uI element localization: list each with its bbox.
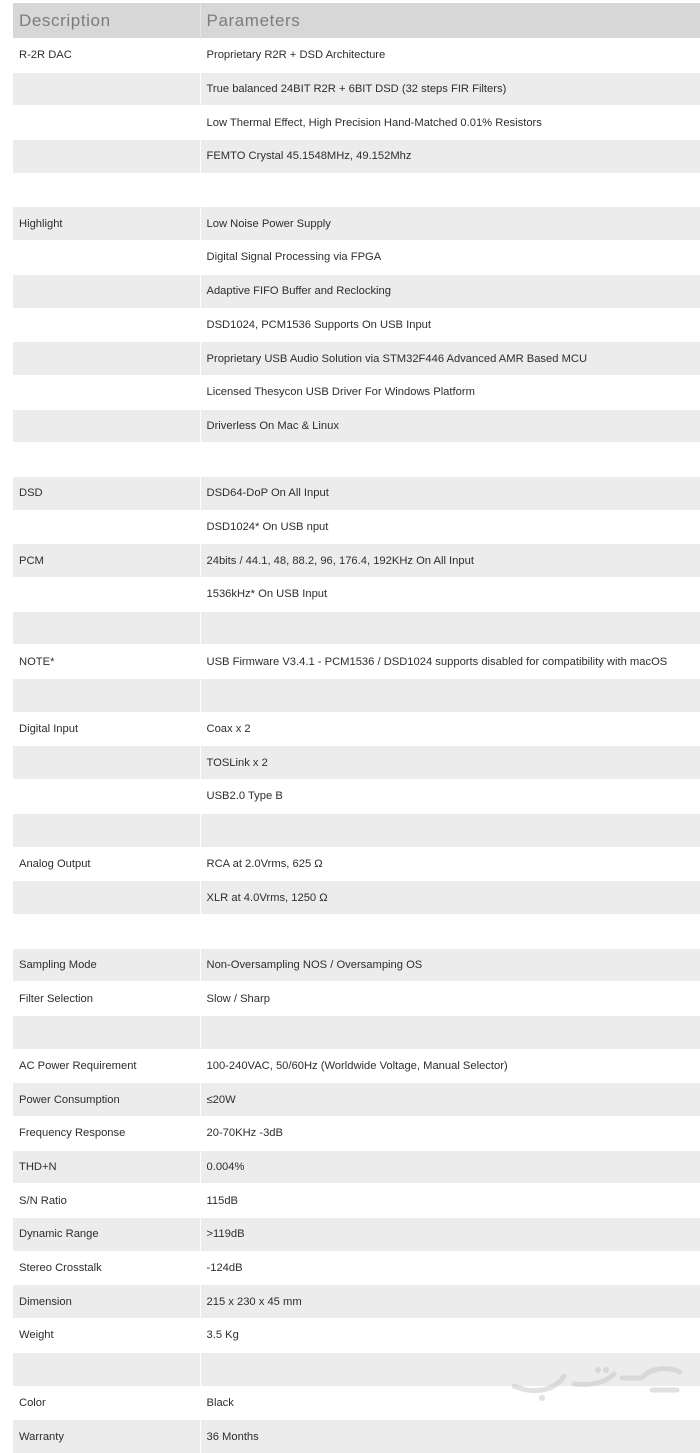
table-row xyxy=(13,510,700,544)
row-description xyxy=(13,510,200,544)
row-description xyxy=(13,409,200,443)
table-row xyxy=(13,409,700,443)
row-parameter: USB Firmware V3.4.1 - PCM1536 / DSD1024 supports disabled for compatibility with macOS xyxy=(200,645,700,679)
row-parameter: Driverless On Mac & Linux xyxy=(200,409,700,443)
row-description xyxy=(13,308,200,342)
row-description: Dimension xyxy=(13,1285,200,1319)
row-parameter: 215 x 230 x 45 mm xyxy=(200,1285,700,1319)
row-parameter: XLR at 4.0Vrms, 1250 Ω xyxy=(200,881,700,915)
row-parameter: Proprietary USB Audio Solution via STM32F446 Advanced AMR Based MCU xyxy=(200,342,700,376)
row-description: THD+N xyxy=(13,1150,200,1184)
table-row xyxy=(13,1117,700,1151)
row-description xyxy=(13,914,200,948)
row-parameter: USB2.0 Type B xyxy=(200,780,700,814)
table-row xyxy=(13,72,700,106)
row-parameter: 36 Months xyxy=(200,1420,700,1453)
row-parameter xyxy=(200,443,700,477)
table-row xyxy=(13,274,700,308)
row-parameter: Coax x 2 xyxy=(200,712,700,746)
row-parameter: Digital Signal Processing via FPGA xyxy=(200,241,700,275)
row-parameter: 20-70KHz -3dB xyxy=(200,1117,700,1151)
row-description: Digital Input xyxy=(13,712,200,746)
row-parameter: Non-Oversampling NOS / Oversamping OS xyxy=(200,948,700,982)
row-parameter: ≤20W xyxy=(200,1083,700,1117)
row-description: PCM xyxy=(13,544,200,578)
spec-table-header xyxy=(13,3,700,39)
row-description xyxy=(13,274,200,308)
row-parameter xyxy=(200,1015,700,1049)
row-description: Dynamic Range xyxy=(13,1218,200,1252)
row-description xyxy=(13,1352,200,1386)
table-row xyxy=(13,241,700,275)
table-row xyxy=(13,847,700,881)
row-description: Analog Output xyxy=(13,847,200,881)
row-description xyxy=(13,443,200,477)
spec-table xyxy=(13,3,700,1453)
table-row xyxy=(13,645,700,679)
table-row xyxy=(13,308,700,342)
table-row xyxy=(13,1251,700,1285)
row-description: DSD xyxy=(13,476,200,510)
table-row xyxy=(13,881,700,915)
row-parameter: DSD1024* On USB nput xyxy=(200,510,700,544)
row-description xyxy=(13,140,200,174)
header-description: Description xyxy=(13,3,200,39)
row-parameter: 115dB xyxy=(200,1184,700,1218)
row-parameter: TOSLink x 2 xyxy=(200,746,700,780)
table-row xyxy=(13,1150,700,1184)
row-parameter: >119dB xyxy=(200,1218,700,1252)
row-parameter: -124dB xyxy=(200,1251,700,1285)
row-parameter xyxy=(200,173,700,207)
table-row xyxy=(13,948,700,982)
table-row xyxy=(13,1285,700,1319)
row-parameter: RCA at 2.0Vrms, 625 Ω xyxy=(200,847,700,881)
table-row xyxy=(13,544,700,578)
row-parameter xyxy=(200,813,700,847)
row-parameter xyxy=(200,679,700,713)
row-parameter: Low Noise Power Supply xyxy=(200,207,700,241)
table-row xyxy=(13,578,700,612)
table-row xyxy=(13,173,700,207)
table-row xyxy=(13,982,700,1016)
row-parameter: DSD64-DoP On All Input xyxy=(200,476,700,510)
row-description xyxy=(13,72,200,106)
row-parameter: Low Thermal Effect, High Precision Hand-Matched 0.01% Resistors xyxy=(200,106,700,140)
table-row xyxy=(13,476,700,510)
row-parameter: Adaptive FIFO Buffer and Reclocking xyxy=(200,274,700,308)
table-row xyxy=(13,611,700,645)
table-row xyxy=(13,1049,700,1083)
table-row xyxy=(13,780,700,814)
row-parameter: 24bits / 44.1, 48, 88.2, 96, 176.4, 192KHz On All Input xyxy=(200,544,700,578)
row-parameter: 100-240VAC, 50/60Hz (Worldwide Voltage, Manual Selector) xyxy=(200,1049,700,1083)
table-row xyxy=(13,712,700,746)
row-parameter: FEMTO Crystal 45.1548MHz, 49.152Mhz xyxy=(200,140,700,174)
row-parameter xyxy=(200,914,700,948)
row-description: R-2R DAC xyxy=(13,39,200,73)
table-row xyxy=(13,375,700,409)
row-parameter: 1536kHz* On USB Input xyxy=(200,578,700,612)
row-description xyxy=(13,746,200,780)
table-row xyxy=(13,1083,700,1117)
row-description xyxy=(13,881,200,915)
table-row xyxy=(13,1218,700,1252)
row-description: Frequency Response xyxy=(13,1117,200,1151)
row-description: S/N Ratio xyxy=(13,1184,200,1218)
row-description: Highlight xyxy=(13,207,200,241)
row-description: Weight xyxy=(13,1319,200,1353)
row-description xyxy=(13,106,200,140)
table-row xyxy=(13,207,700,241)
row-parameter: Licensed Thesycon USB Driver For Windows Platform xyxy=(200,375,700,409)
row-description: Filter Selection xyxy=(13,982,200,1016)
watermark-logo-icon xyxy=(502,1362,692,1402)
table-row xyxy=(13,914,700,948)
row-description xyxy=(13,375,200,409)
row-parameter: DSD1024, PCM1536 Supports On USB Input xyxy=(200,308,700,342)
row-description xyxy=(13,342,200,376)
row-parameter: Slow / Sharp xyxy=(200,982,700,1016)
row-description: Power Consumption xyxy=(13,1083,200,1117)
row-description: NOTE* xyxy=(13,645,200,679)
row-description xyxy=(13,813,200,847)
row-description xyxy=(13,611,200,645)
row-description xyxy=(13,780,200,814)
row-description: Sampling Mode xyxy=(13,948,200,982)
table-row xyxy=(13,140,700,174)
row-description xyxy=(13,1015,200,1049)
spec-table-body xyxy=(13,39,700,1453)
row-description xyxy=(13,578,200,612)
table-row xyxy=(13,106,700,140)
table-row xyxy=(13,1420,700,1453)
table-row xyxy=(13,679,700,713)
row-description: AC Power Requirement xyxy=(13,1049,200,1083)
row-description xyxy=(13,241,200,275)
table-row xyxy=(13,1319,700,1353)
row-description xyxy=(13,679,200,713)
header-row xyxy=(13,3,700,39)
row-description xyxy=(13,173,200,207)
header-parameters: Parameters xyxy=(200,3,700,39)
row-parameter: Proprietary R2R + DSD Architecture xyxy=(200,39,700,73)
row-parameter: True balanced 24BIT R2R + 6BIT DSD (32 steps FIR Filters) xyxy=(200,72,700,106)
table-row xyxy=(13,342,700,376)
table-row xyxy=(13,39,700,73)
row-parameter: 3.5 Kg xyxy=(200,1319,700,1353)
table-row xyxy=(13,813,700,847)
row-description: Warranty xyxy=(13,1420,200,1453)
row-description: Color xyxy=(13,1386,200,1420)
table-row xyxy=(13,443,700,477)
table-row xyxy=(13,1184,700,1218)
row-parameter: Black xyxy=(200,1386,700,1420)
table-row xyxy=(13,1015,700,1049)
row-description: Stereo Crosstalk xyxy=(13,1251,200,1285)
row-parameter: 0.004% xyxy=(200,1150,700,1184)
row-parameter xyxy=(200,611,700,645)
table-row xyxy=(13,746,700,780)
